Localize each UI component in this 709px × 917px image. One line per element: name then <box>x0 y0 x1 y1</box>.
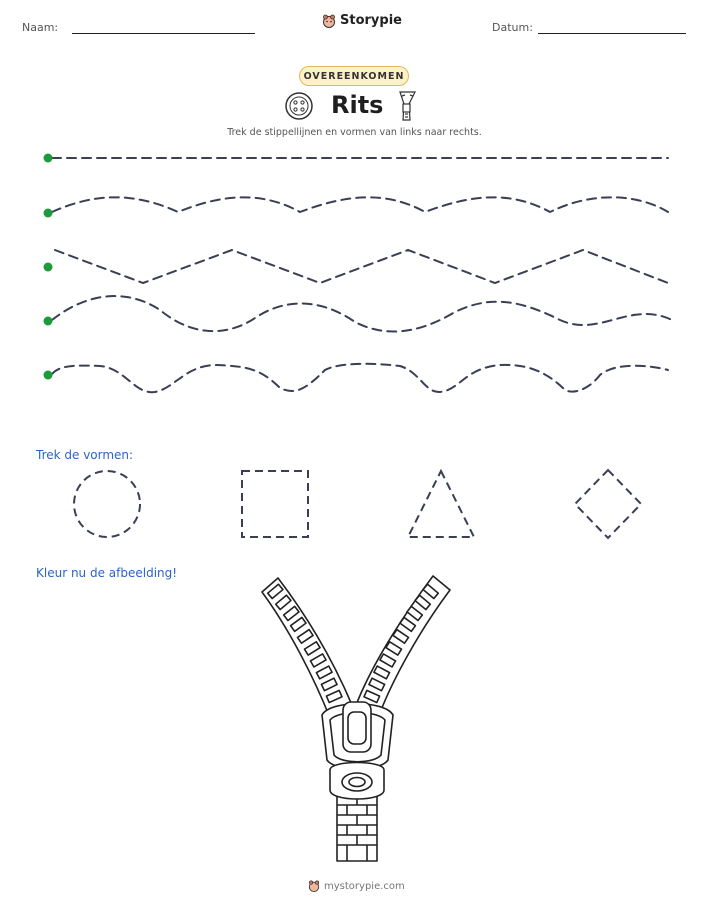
date-label: Datum: <box>492 21 533 34</box>
category-badge: OVEREENKOMEN <box>299 66 409 86</box>
brand-name: Storypie <box>340 13 402 28</box>
name-label: Naam: <box>22 21 59 34</box>
storypie-icon <box>308 880 320 892</box>
shapes-heading: Trek de vormen: <box>36 448 134 462</box>
page-title: Rits <box>331 91 384 119</box>
instruction-text: Trek de stippellijnen en vormen van links naar rechts. <box>227 127 482 138</box>
footer <box>308 880 405 892</box>
footer-url[interactable]: mystorypie.com <box>324 880 405 892</box>
color-heading: Kleur nu de afbeelding! <box>36 566 178 580</box>
